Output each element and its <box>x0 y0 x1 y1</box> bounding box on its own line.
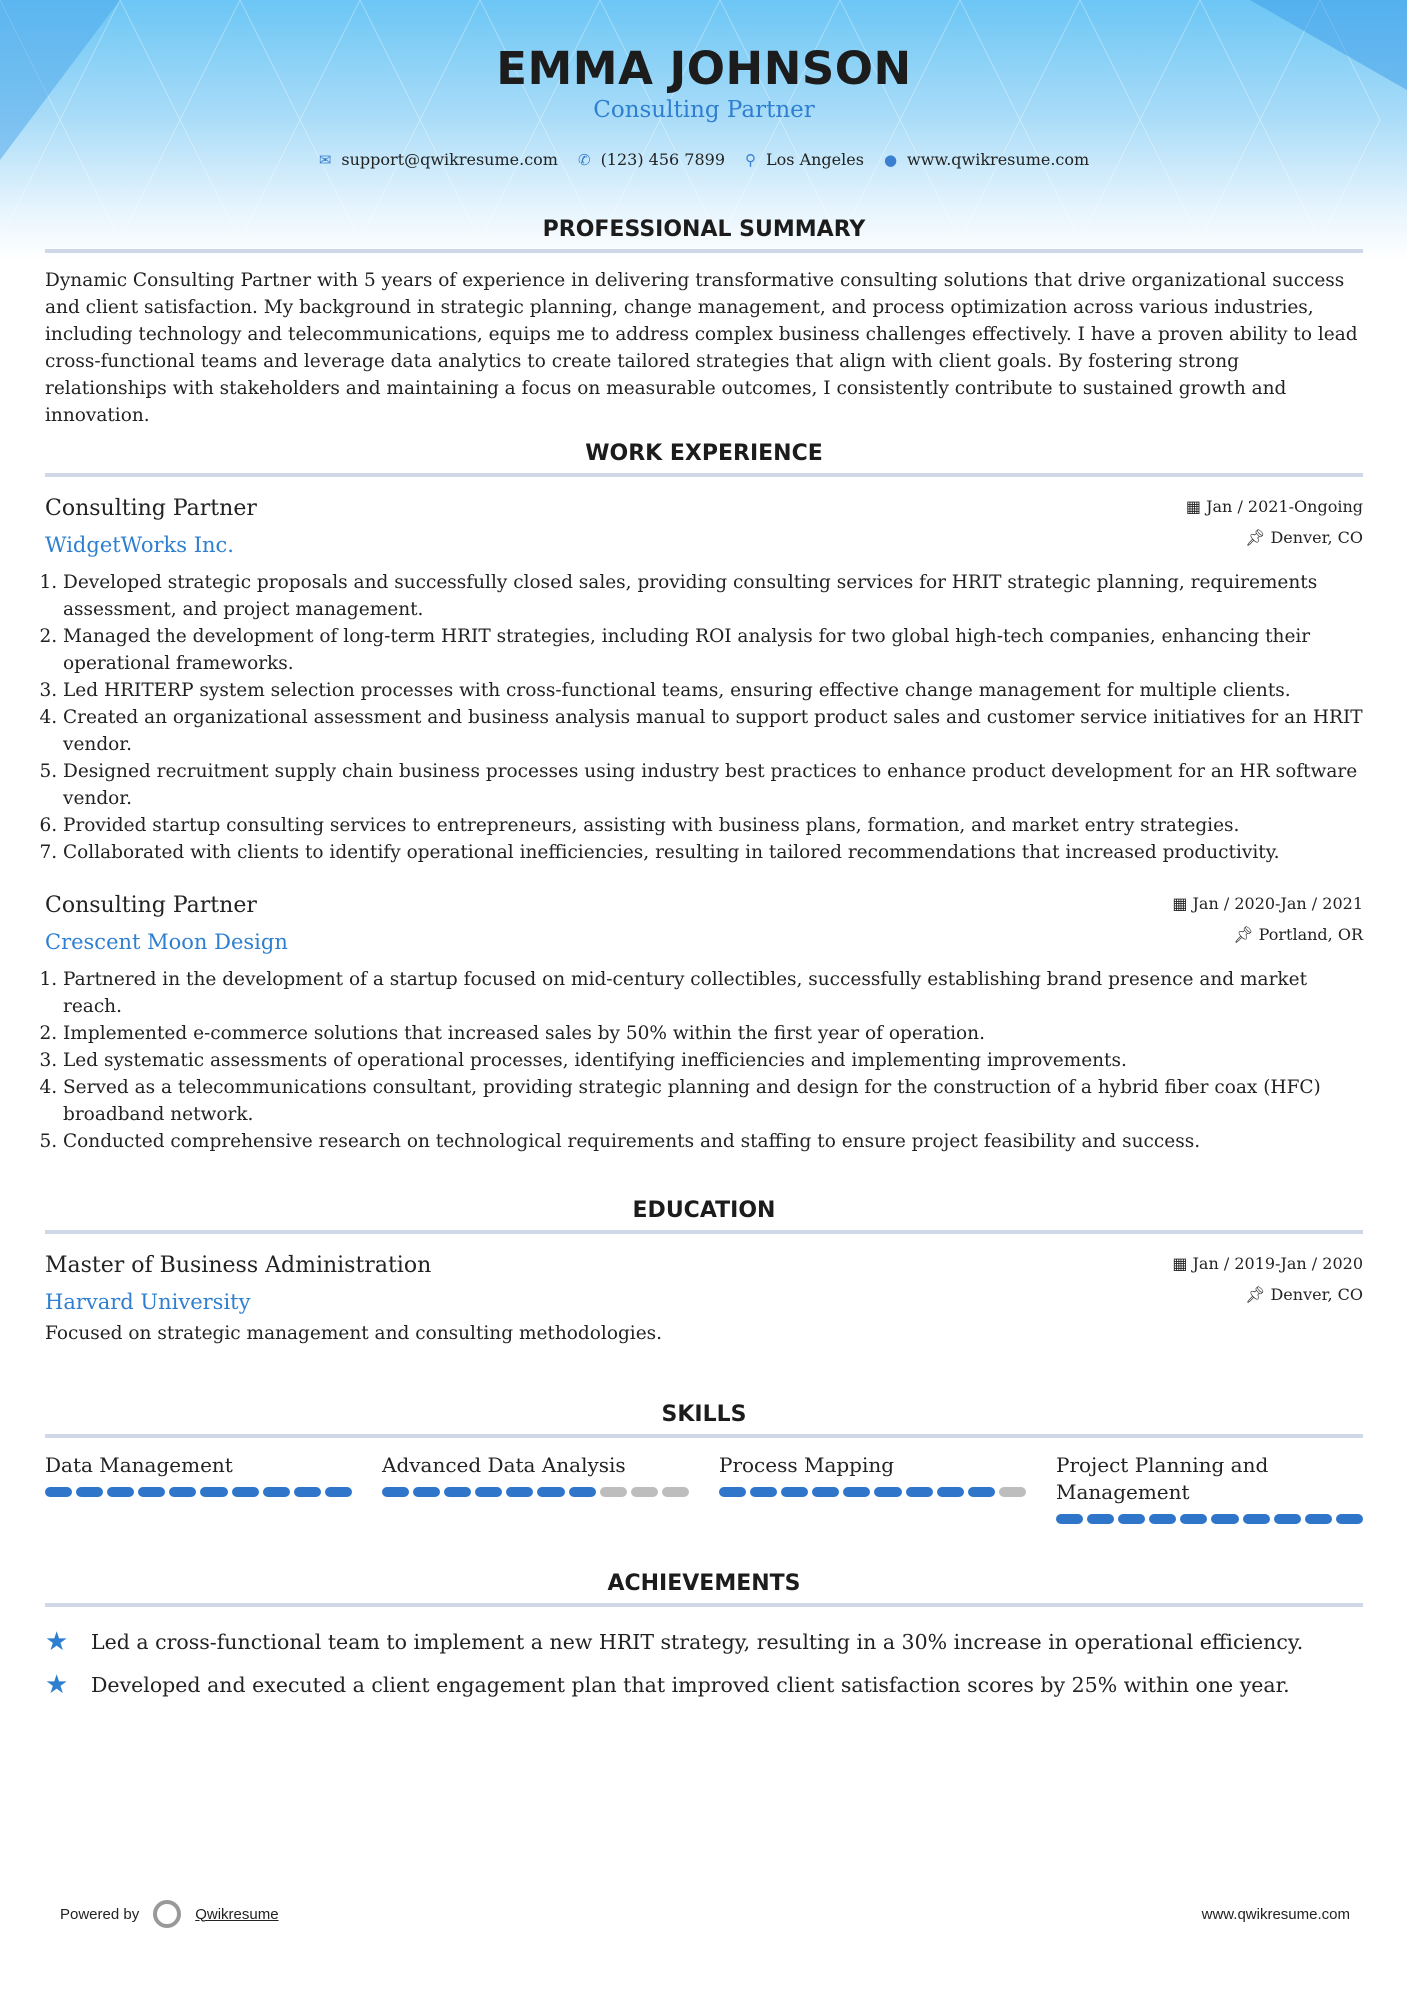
divider <box>45 1603 1363 1607</box>
rating-dot <box>200 1487 227 1497</box>
skills-section <box>45 1396 1363 1524</box>
skill-name: Project Planning and Management <box>1056 1453 1269 1504</box>
rating-dot <box>812 1487 839 1497</box>
calendar-icon: ▦ <box>1185 497 1207 516</box>
rating-dot <box>843 1487 870 1497</box>
rating-dot <box>569 1487 596 1497</box>
section-heading: PROFESSIONAL SUMMARY <box>542 217 866 242</box>
list-item: 4. Served as a telecommunications consultant, providing strategic planning and design for the construction of a hybrid fiber coax (HFC) broadband network. <box>63 1074 1363 1128</box>
rating-dot <box>382 1487 409 1497</box>
location: Los Angeles <box>766 150 864 169</box>
company: WidgetWorks Inc. <box>45 533 234 557</box>
rating-dot <box>413 1487 440 1497</box>
rating-dot <box>1180 1514 1207 1524</box>
job-title: Consulting Partner <box>45 893 257 918</box>
rating-dot <box>968 1487 995 1497</box>
rating-dot <box>719 1487 746 1497</box>
divider <box>45 473 1363 477</box>
map-pin-icon: ⚲ <box>745 150 757 169</box>
rating-dot <box>506 1487 533 1497</box>
rating-dot <box>1243 1514 1270 1524</box>
rating-dot <box>874 1487 901 1497</box>
contact-bar <box>45 150 1363 169</box>
list-item: 1. Developed strategic proposals and successfully closed sales, providing consulting services for HRIT strategic planning, requirements assessment, and project management. <box>63 569 1363 623</box>
achievement-text: Led a cross-functional team to implement a new HRIT strategy, resulting in a 30% increase in operational efficiency. <box>91 1630 1304 1654</box>
skill-item <box>382 1452 689 1524</box>
star-icon: ★ <box>45 1627 69 1657</box>
rating-dot <box>232 1487 259 1497</box>
rating-dot <box>750 1487 777 1497</box>
skill-rating <box>719 1487 1026 1497</box>
job-location: Portland, OR <box>1258 925 1363 944</box>
rating-dot <box>325 1487 352 1497</box>
rating-dot <box>662 1487 689 1497</box>
pin-icon: 📌︎ <box>1245 528 1271 547</box>
powered-by: Powered by <box>60 1905 140 1923</box>
envelope-icon: ✉ <box>318 150 332 169</box>
rating-dot <box>169 1487 196 1497</box>
rating-dot <box>1336 1514 1363 1524</box>
skill-rating <box>382 1487 689 1497</box>
list-item: 3. Led systematic assessments of operational processes, identifying inefficiencies and implementing improvements. <box>63 1047 1363 1074</box>
rating-dot <box>906 1487 933 1497</box>
list-item: 7. Collaborated with clients to identify operational inefficiencies, resulting in tailored recommendations that increased productivity. <box>63 839 1363 866</box>
skill-item <box>719 1452 1026 1524</box>
skill-rating <box>45 1487 352 1497</box>
rating-dot <box>1274 1514 1301 1524</box>
pin-icon: 📌︎ <box>1245 1285 1271 1304</box>
job-location: Denver, CO <box>1270 528 1363 547</box>
website[interactable]: www.qwikresume.com <box>907 150 1090 169</box>
edu-location: Denver, CO <box>1270 1285 1363 1304</box>
skill-rating <box>1056 1514 1363 1524</box>
degree: Master of Business Administration <box>45 1253 432 1278</box>
divider <box>45 1434 1363 1438</box>
section-heading: ACHIEVEMENTS <box>607 1571 801 1596</box>
job-bullets <box>45 966 1363 1155</box>
pin-icon: 📌︎ <box>1233 925 1259 944</box>
section-heading: SKILLS <box>661 1402 747 1427</box>
divider <box>45 1230 1363 1234</box>
skill-name: Process Mapping <box>719 1453 895 1477</box>
candidate-name: EMMA JOHNSON <box>496 42 912 95</box>
job-title: Consulting Partner <box>45 496 257 521</box>
achievement-item <box>45 1621 1363 1664</box>
rating-dot <box>475 1487 502 1497</box>
section-heading: EDUCATION <box>632 1198 776 1223</box>
rating-dot <box>1087 1514 1114 1524</box>
company: Crescent Moon Design <box>45 930 288 954</box>
list-item: 3. Led HRITERP system selection processes with cross-functional teams, ensuring effective change management for multiple clients. <box>63 677 1363 704</box>
skill-item <box>45 1452 352 1524</box>
summary-text: Dynamic Consulting Partner with 5 years of experience in delivering transformative consulting solutions that drive organizational success and client satisfaction. My background in strategic planning, change management, and process optimization across various industries, including technology and telecommunications, equips me to address complex business challenges effectively. I have a proven ability to lead cross-functional teams and leverage data analytics to create tailored strategies that align with client goals. By fostering strong relationships with stakeholders and maintaining a focus on measurable outcomes, I consistently contribute to sustained growth and innovation. <box>45 270 1358 426</box>
job-dates: Jan / 2020-Jan / 2021 <box>1192 894 1363 913</box>
achievement-item <box>45 1664 1363 1707</box>
rating-dot <box>444 1487 471 1497</box>
qwikresume-logo-icon <box>153 1900 181 1928</box>
job-dates: Jan / 2021-Ongoing <box>1206 497 1363 516</box>
phone: (123) 456 7899 <box>600 150 726 169</box>
list-item: 5. Designed recruitment supply chain business processes using industry best practices to enhance product development for an HR software vendor. <box>63 758 1363 812</box>
list-item: 2. Implemented e-commerce solutions that increased sales by 50% within the first year of operation. <box>63 1020 1363 1047</box>
school: Harvard University <box>45 1290 251 1314</box>
rating-dot <box>937 1487 964 1497</box>
rating-dot <box>537 1487 564 1497</box>
calendar-icon: ▦ <box>1172 1254 1193 1273</box>
achievement-text: Developed and executed a client engagement plan that improved client satisfaction scores by 25% within one year. <box>91 1673 1290 1697</box>
list-item: 5. Conducted comprehensive research on technological requirements and staffing to ensure project feasibility and success. <box>63 1128 1363 1155</box>
rating-dot <box>294 1487 321 1497</box>
job-entry <box>45 491 1363 866</box>
job-entry <box>45 888 1363 1155</box>
job-bullets <box>45 569 1363 866</box>
rating-dot <box>76 1487 103 1497</box>
rating-dot <box>1056 1514 1083 1524</box>
rating-dot <box>138 1487 165 1497</box>
skill-name: Advanced Data Analysis <box>382 1453 626 1477</box>
list-item: 6. Provided startup consulting services to entrepreneurs, assisting with business plans, formation, and market entry strategies. <box>63 812 1363 839</box>
education-section <box>45 1192 1363 1347</box>
list-item: 4. Created an organizational assessment and business analysis manual to support product sales and customer service initiatives for an HRIT vendor. <box>63 704 1363 758</box>
rating-dot <box>999 1487 1026 1497</box>
rating-dot <box>1305 1514 1332 1524</box>
phone-icon: ✆ <box>577 150 591 169</box>
star-icon: ★ <box>45 1670 69 1700</box>
rating-dot <box>1118 1514 1145 1524</box>
email[interactable]: support@qwikresume.com <box>341 150 558 169</box>
list-item: 2. Managed the development of long-term HRIT strategies, including ROI analysis for two global high-tech companies, enhancing their operational frameworks. <box>63 623 1363 677</box>
rating-dot <box>600 1487 627 1497</box>
rating-dot <box>263 1487 290 1497</box>
brand-link[interactable]: Qwikresume <box>195 1905 279 1923</box>
rating-dot <box>781 1487 808 1497</box>
skill-name: Data Management <box>45 1453 233 1477</box>
rating-dot <box>45 1487 72 1497</box>
footer <box>60 1900 1350 1928</box>
rating-dot <box>1211 1514 1238 1524</box>
candidate-title: Consulting Partner <box>593 97 815 123</box>
skill-item <box>1056 1452 1363 1524</box>
edu-dates: Jan / 2019-Jan / 2020 <box>1192 1254 1363 1273</box>
footer-website[interactable]: www.qwikresume.com <box>1201 1905 1350 1923</box>
rating-dot <box>631 1487 658 1497</box>
summary-section <box>45 211 1363 429</box>
list-item: 1. Partnered in the development of a startup focused on mid-century collectibles, successfully establishing brand presence and market reach. <box>63 966 1363 1020</box>
rating-dot <box>1149 1514 1176 1524</box>
divider <box>45 249 1363 253</box>
rating-dot <box>107 1487 134 1497</box>
achievements-section <box>45 1565 1363 1707</box>
globe-icon: ● <box>883 150 898 169</box>
section-heading: WORK EXPERIENCE <box>585 441 823 466</box>
edu-description: Focused on strategic management and consulting methodologies. <box>45 1323 663 1344</box>
calendar-icon: ▦ <box>1172 894 1193 913</box>
work-section <box>45 435 1363 1155</box>
